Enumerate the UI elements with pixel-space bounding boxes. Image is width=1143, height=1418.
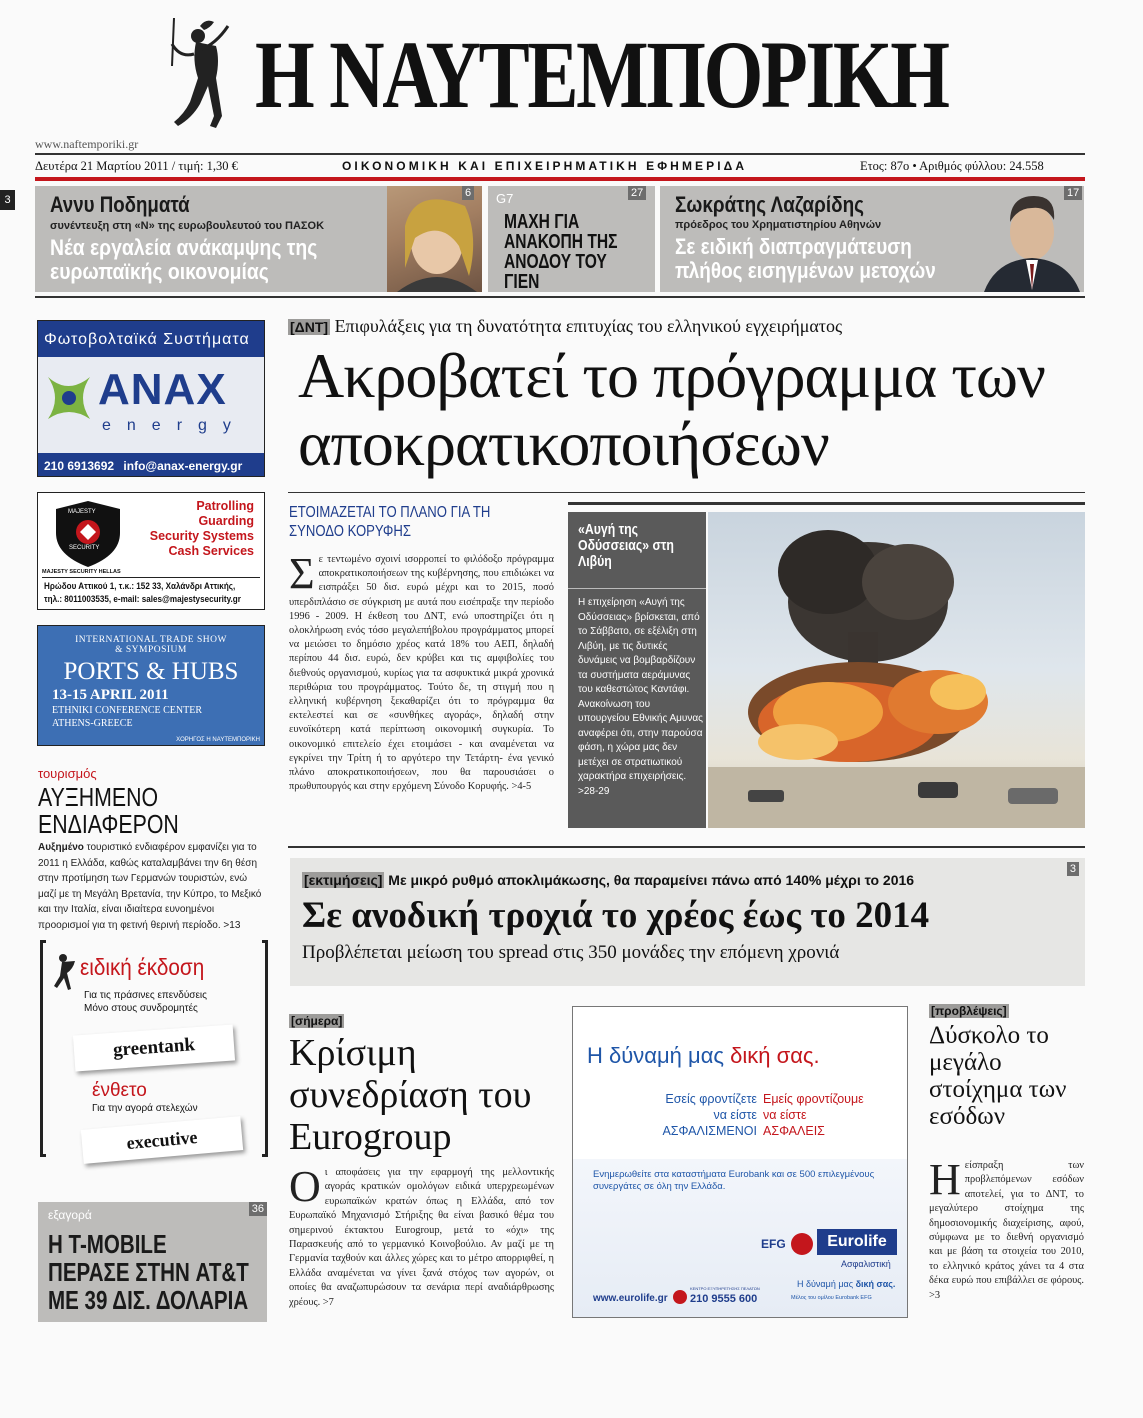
majesty-ad[interactable] xyxy=(37,492,265,610)
tourism-kicker: τουρισμός xyxy=(38,766,97,781)
eurolife-brand: Eurolife xyxy=(817,1229,897,1255)
anax-top: Φωτοβολταϊκά Συστήματα xyxy=(44,331,250,348)
majesty-badge-bottom: SECURITY xyxy=(69,545,100,551)
anax-phone: 210 6913692 info@anax-energy.gr xyxy=(44,459,243,473)
teaser-page: 6 xyxy=(462,186,474,200)
edge-mark: 3 xyxy=(0,190,15,210)
eurolife-member: Μέλος του ομίλου Eurobank EFG xyxy=(791,1295,872,1301)
teaser-g7[interactable] xyxy=(488,186,655,292)
eurolife-phone-label: ΚΕΝΤΡΟ ΕΞΥΠΗΡΕΤΗΣΗΣ ΠΕΛΑΤΩΝ xyxy=(690,1286,760,1291)
eurolife-phone[interactable]: 210 9555 600 xyxy=(690,1293,758,1305)
debt-sub: Προβλέπεται μείωση του spread στις 350 μονάδες την επόμενη χρονιά xyxy=(302,942,840,963)
lead-sub: ΕΤΟΙΜΑΖΕΤΑΙ ΤΟ ΠΛΑΝΟ ΓΙΑ ΤΗ ΣΥΝΟΔΟ ΚΟΡΥΦΗΣ xyxy=(289,504,491,540)
majesty-company: MAJESTY SECURITY HELLAS xyxy=(42,569,121,575)
libya-body: Η επιχείρηση «Αυγή της Οδύσσειας» βρίσκεται, από το Σάββατο, σε εξέλιξη στη Λιβύη, με τις δυτικές δυνάμεις να βομβαρδίζουν τα συστήματα αεράμυνας του καθεστώτος Καντάφι. Ανακοίνωση του υπουργείου Εθνικής Αμυνας αναφέρει ότι, στην παρούσα φάση, η χώρα μας δεν μετέχει σε στρατιωτικού χαρακτήρα επιχειρήσεις. >28-29 xyxy=(578,597,703,797)
date-price: Δευτέρα 21 Μαρτίου 2011 / τιμή: 1,30 € xyxy=(35,159,238,173)
debt-banner[interactable] xyxy=(290,858,1085,986)
teaser-subtitle: πρόεδρος του Χρηματιστηρίου Αθηνών xyxy=(675,219,882,231)
special-bracket-left xyxy=(40,940,46,1157)
teaser-name: Σωκράτης Λαζαρίδης xyxy=(675,192,864,217)
debt-tag: [εκτιμήσεις] xyxy=(304,872,383,888)
eurolife-slogan: Η δύναμή μας δική σας. xyxy=(587,1043,820,1068)
debt-page: 3 xyxy=(1067,862,1079,876)
eurogroup-headline[interactable]: Κρίσιμη συνεδρίαση του Eurogroup xyxy=(289,1032,532,1158)
libya-sidebar[interactable] xyxy=(568,512,706,828)
ports-title: PORTS & HUBS xyxy=(63,658,239,685)
eurolife-left: Εσείς φροντίζετε να είστε ΑΣΦΑΛΙΣΜΕΝΟΙ xyxy=(662,1092,757,1138)
teaser-podimata[interactable] xyxy=(35,186,482,292)
libya-rule-inner xyxy=(568,588,706,589)
teaser-headline: ΜΑΧΗ ΓΙΑ ΑΝΑΚΟΠΗ ΤΗΣ ΑΝΟΔΟΥ ΤΟΥ ΓΙΕΝ xyxy=(504,211,618,293)
majesty-address: Ηρώδου Αττικού 1, τ.κ.: 152 33, Χαλάνδρι Αττικής, xyxy=(44,581,236,591)
lead-tag: [ΔΝΤ] xyxy=(290,319,329,335)
tmobile-page: 36 xyxy=(249,1202,267,1216)
libya-photo xyxy=(708,512,1085,828)
special-line1: Για τις πράσινες επενδύσεις xyxy=(84,990,207,1001)
lead-kicker: [ΔΝΤ] Επιφυλάξεις για τη δυνατότητα επιτυχίας του ελληνικού εγχειρήματος xyxy=(290,316,843,336)
insert-sub: Για την αγορά στελεχών xyxy=(92,1103,198,1114)
issue-number: Ετος: 87ο • Αριθμός φύλλου: 24.558 xyxy=(860,159,1044,173)
greentank-label[interactable]: greentank xyxy=(73,1024,235,1071)
eurolife-logo-icon xyxy=(791,1233,813,1255)
executive-label[interactable]: executive xyxy=(81,1116,243,1164)
ports-line1: INTERNATIONAL TRADE SHOW xyxy=(75,635,227,645)
tmobile-box[interactable] xyxy=(38,1202,267,1322)
site-url: www.naftemporiki.gr xyxy=(35,137,139,151)
debt-headline: Σε ανοδική τροχιά το χρέος έως το 2014 xyxy=(302,895,930,936)
revenue-headline[interactable]: Δύσκολο το μεγάλο στοίχημα των εσόδων xyxy=(929,1022,1067,1130)
tagline: ΟΙΚΟΝΟΜΙΚΗ ΚΑΙ ΕΠΙΧΕΙΡΗΜΑΤΙΚΗ ΕΦΗΜΕΡΙΔΑ xyxy=(342,159,748,173)
eurolife-info: Ενημερωθείτε στα καταστήματα Eurobank και σε 500 επιλεγμένους συνεργάτες σε όλη την Ελλάδα. xyxy=(593,1169,875,1192)
masthead-rule xyxy=(35,153,1085,155)
tmobile-kicker: εξαγορά xyxy=(48,1208,92,1222)
teaser-rule xyxy=(35,296,1085,298)
revenue-body: Η είσπραξη των προβλεπόμενων εσόδων αποτελεί, για το ΔΝΤ, το μεγαλύτερο στοίχημα της δημοσιονομικής διαχείρισης, αφού, σύμφωνα με το διεθνή οργανισμό και με βάση τα στοιχεία του 2010, το ελληνικό κράτος χάνει τα 4 στα δέκα ευρώ που επιβάλλει σε φόρους. >3 xyxy=(929,1155,1084,1301)
eurolife-right: Εμείς φροντίζουμε να είστε ΑΣΦΑΛΕΙΣ xyxy=(763,1092,864,1138)
ports-dates: 13-15 APRIL 2011 xyxy=(52,687,169,703)
eurogroup-tag: [σήμερα] xyxy=(291,1014,343,1028)
anax-ad[interactable] xyxy=(37,320,265,477)
teaser-headline: Σε ειδική διαπραγμάτευση πλήθος εισηγμένων μετοχών xyxy=(675,234,936,283)
teaser-kicker: G7 xyxy=(496,191,514,206)
majesty-rule xyxy=(42,577,260,578)
anax-sub: energy xyxy=(102,417,247,434)
lead-body: Σε τεντωμένο σχοινί ισορροπεί το φιλόδοξο πρόγραμμα αποκρατικοποιήσεων της κυβέρνησης, που επιδιώκει να εισπράξει 50 δισ. ευρώ μέχρι και το 2015, ποσό υπερδιπλάσιο σε σύγκριση με αυτά που εισέπραξε την περίοδο 1996 - 2009. Η έκθεση του ΔΝΤ, ενώ υποστηρίζει ότι η ολοκλήρωση ενός τόσο μεγαλεπήβολου προγράμματος μπορεί να μειώσει το δημόσιο χρέος κατά 18% του ΑΕΠ, δηλαδή περίπου 44 δισ. ευρώ, δεν κρύβει και τις αμφιβολίες του διεθνούς οργανισμού, κυρίως για τα ασφυκτικά μικρά χρονικά περιθώρια του προγράμματος. Τούτο δε, τη στιγμή που η ελληνική κυβέρνηση ξεκαθαρίζει ότι το πρόγραμμα θα εκτελεστεί και σε «συνθήκες αγοράς», δηλαδή στην ευνοϊκότερη κατά περίπτωση οικονομική συγκυρία. Το οικονομικό επιτελείο έχει ετοιμάσει - και αναμένεται να εγκρίνει την Τρίτη ή το αργότερο την Τετάρτη- ένα γενικό πλάνο αποκρατικοποιήσεων, που θα παρουσιάσει ο πρωθυπουργός και στην ερχόμενη Σύνοδο Κορυφής. >4-5 xyxy=(289,549,554,793)
majesty-contact: τηλ.: 8011003535, e-mail: sales@majestysecurity.gr xyxy=(44,594,241,604)
masthead-red-rule xyxy=(35,177,1085,181)
anax-logo-icon xyxy=(44,373,94,428)
eurolife-ad[interactable] xyxy=(572,1006,908,1318)
eurolife-tag: Η δύναμή μας δική σας. xyxy=(797,1279,896,1289)
teaser-lazaridis[interactable] xyxy=(660,186,1084,292)
teaser-page: 27 xyxy=(628,186,646,200)
teaser-name: Αννυ Ποδηματά xyxy=(50,192,190,217)
anax-brand: ANAX xyxy=(98,365,227,414)
insert-title: ένθετο xyxy=(92,1080,147,1101)
ports-venue2: ATHENS-GREECE xyxy=(52,718,133,729)
phone-icon xyxy=(673,1290,687,1304)
revenue-tag: [προβλέψεις] xyxy=(931,1004,1007,1018)
majesty-badge-top: MAJESTY xyxy=(68,509,96,515)
eurogroup-body: Οι αποφάσεις για την εφαρμογή της μελλοντικής αγοράς κρατικών ομολόγων ειδικά υπερχρεωμένων ευρωπαϊκών κρατών όπως η Ελλάδα, από τον Ευρωπαϊκό Μηχανισμό Στήριξης θα είναι βασικό θέμα του σημερινού έκτακτου Eurogroup, μετά το «όχι» της Παρασκευής από το γερμανικό Κοινοβούλιο. Αν μαζί με τη Γερμανία ταχθούν και άλλες χώρες και το μέτρο απορριφθεί, η Ελλάδα αναμένεται να γίνει ξανά στόχος των αγορών, οι οποίες θα αναζωπυρώσουν τα σενάρια περί αναδιάρθρωσης χρέους. >7 xyxy=(289,1162,554,1308)
lead-rule xyxy=(288,492,1085,493)
debt-kicker: [εκτιμήσεις] Με μικρό ρυθμό αποκλιμάκωσης, θα παραμείνει πάνω από 140% μέχρι το 2016 xyxy=(304,872,915,888)
libya-rule xyxy=(568,502,1085,505)
teaser-photo xyxy=(980,186,1084,292)
hermes-small-icon xyxy=(50,952,76,995)
tourism-title[interactable]: ΑΥΞΗΜΕΝΟ ΕΝΔΙΑΦΕΡΟΝ xyxy=(38,782,179,839)
lead-headline[interactable]: Ακροβατεί το πρόγραμμα των αποκρατικοποιήσεων xyxy=(298,340,1045,479)
eurolife-site[interactable]: www.eurolife.gr xyxy=(593,1293,668,1304)
teaser-page: 17 xyxy=(1064,186,1082,200)
ports-line2: & SYMPOSIUM xyxy=(115,645,187,655)
ports-hubs-ad[interactable] xyxy=(37,625,265,746)
ports-sponsor: ΧΟΡΗΓΟΣ Η ΝΑΥΤΕΜΠΟΡΙΚΗ xyxy=(176,737,260,743)
anax-body xyxy=(38,357,265,453)
special-title: ειδική έκδοση xyxy=(80,954,205,980)
teaser-subtitle: συνέντευξη στη «Ν» της ευρωβουλευτού του ΠΑΣΟΚ xyxy=(50,220,325,232)
libya-title: «Αυγή της Οδύσσειας» στη Λιβύη xyxy=(578,521,674,570)
ports-venue1: ETHNIKI CONFERENCE CENTER xyxy=(52,705,202,716)
eurolife-efg: EFG xyxy=(761,1237,786,1251)
eurolife-brand-sub: Ασφαλιστική xyxy=(841,1259,891,1269)
tourism-body: Αυξημένο τουριστικό ενδιαφέρον εμφανίζει για το 2011 η Ελλάδα, καθώς καταλαμβάνει την 6η θέση στην προτίμηση των Γερμανών τουριστών, ενώ μαζί με τη Μεγάλη Βρετανία, την Κύπρο, το Μεξικό και την Ιταλία, είναι ιδιαίτερα ευνοημένοι προορισμοί για τη φετινή θερινή περίοδο. >13 xyxy=(38,842,262,931)
tmobile-headline: Η T-MOBILE ΠΕΡΑΣΕ ΣΤΗΝ AT&T ΜΕ 39 ΔΙΣ. ΔΟΛΑΡΙΑ xyxy=(48,1229,249,1315)
majesty-services: Patrolling Guarding Security Systems Cash Services xyxy=(149,499,254,558)
special-line2: Μόνο στους συνδρομητές xyxy=(84,1003,198,1014)
special-edition-box[interactable] xyxy=(40,940,268,1157)
hermes-logo xyxy=(160,6,240,148)
teaser-photo xyxy=(387,186,482,292)
teaser-headline: Νέα εργαλεία ανάκαμψης της ευρωπαϊκής οικονομίας xyxy=(50,235,318,284)
masthead-title: Η ΝΑΥΤΕΜΠΟΡΙΚΗ xyxy=(255,21,948,128)
special-bracket-right xyxy=(262,940,268,1157)
debt-rule xyxy=(288,846,1085,848)
